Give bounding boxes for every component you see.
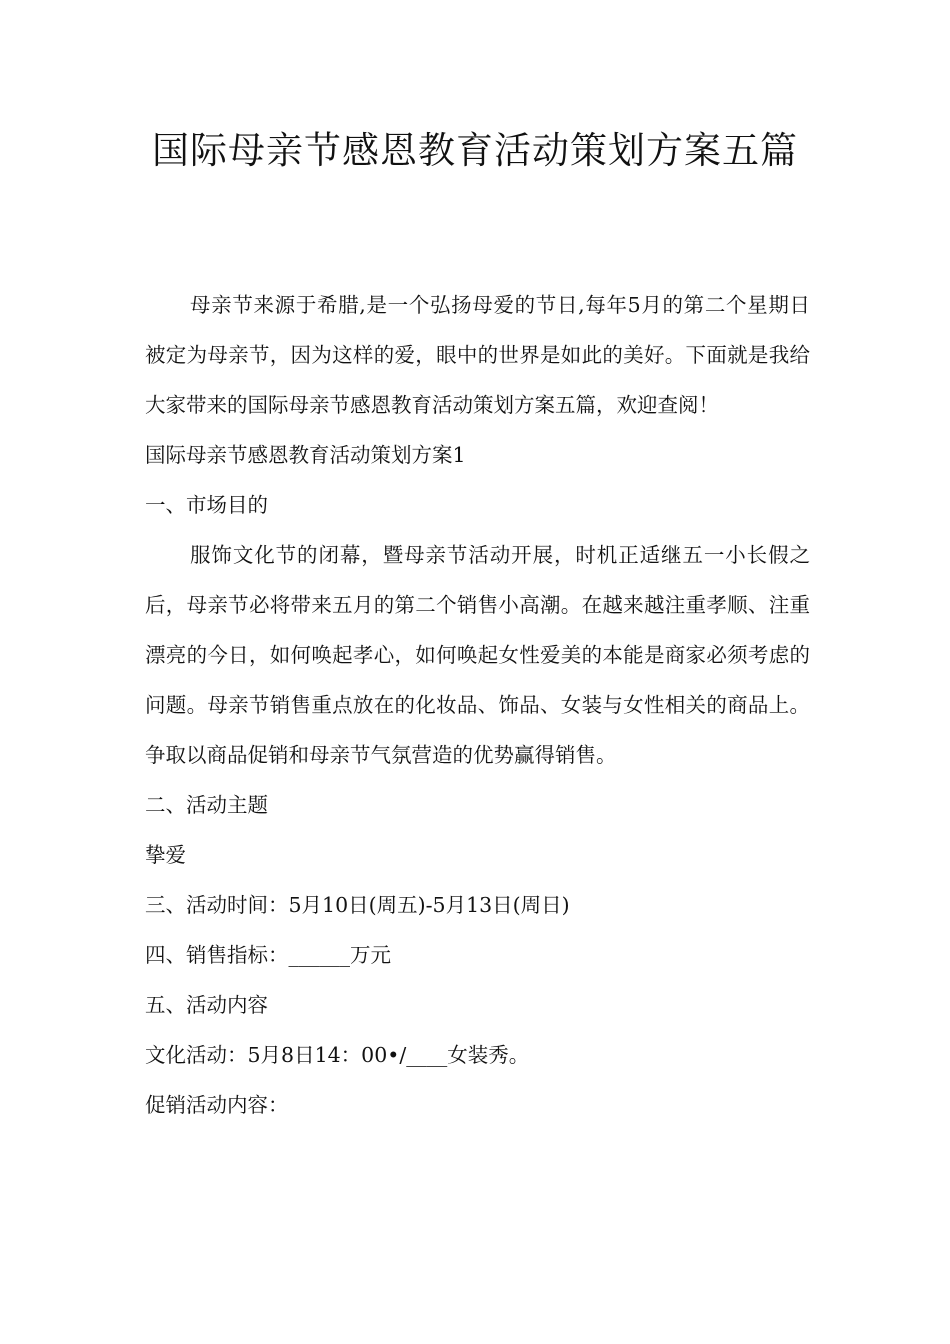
document-title: 国际母亲节感恩教育活动策划方案五篇	[152, 129, 798, 172]
promo-content-label: 促销活动内容：	[145, 1093, 289, 1117]
culture-activity-line: 文化活动：5月8日14：00•/____女装秀。	[145, 1043, 530, 1067]
document-body	[145, 280, 810, 1130]
activity-theme-value: 挚爱	[145, 843, 186, 867]
heading-activity-time: 三、活动时间：5月10日(周五)-5月13日(周日)	[145, 893, 570, 917]
market-goal-paragraph: 服饰文化节的闭幕，暨母亲节活动开展，时机正适继五一小长假之后，母亲节必将带来五月的第二个销售小高潮。在越来越注重孝顺、注重漂亮的今日，如何唤起孝心，如何唤起女性爱美的本能是商家必须考虑的问题。母亲节销售重点放在的化妆品、饰品、女装与女性相关的商品上。争取以商品促销和母亲节气氛营造的优势赢得销售。	[145, 543, 810, 767]
intro-paragraph: 母亲节来源于希腊,是一个弘扬母爱的节日,每年5月的第二个星期日被定为母亲节，因为这样的爱，眼中的世界是如此的美好。下面就是我给大家带来的国际母亲节感恩教育活动策划方案五篇，欢迎查阅！	[145, 293, 810, 417]
heading-market-goal: 一、市场目的	[145, 493, 268, 517]
heading-activity-content: 五、活动内容	[145, 993, 268, 1017]
section-title: 国际母亲节感恩教育活动策划方案1	[145, 443, 466, 467]
heading-sales-target: 四、销售指标：______万元	[145, 943, 391, 967]
heading-activity-theme: 二、活动主题	[145, 793, 268, 817]
